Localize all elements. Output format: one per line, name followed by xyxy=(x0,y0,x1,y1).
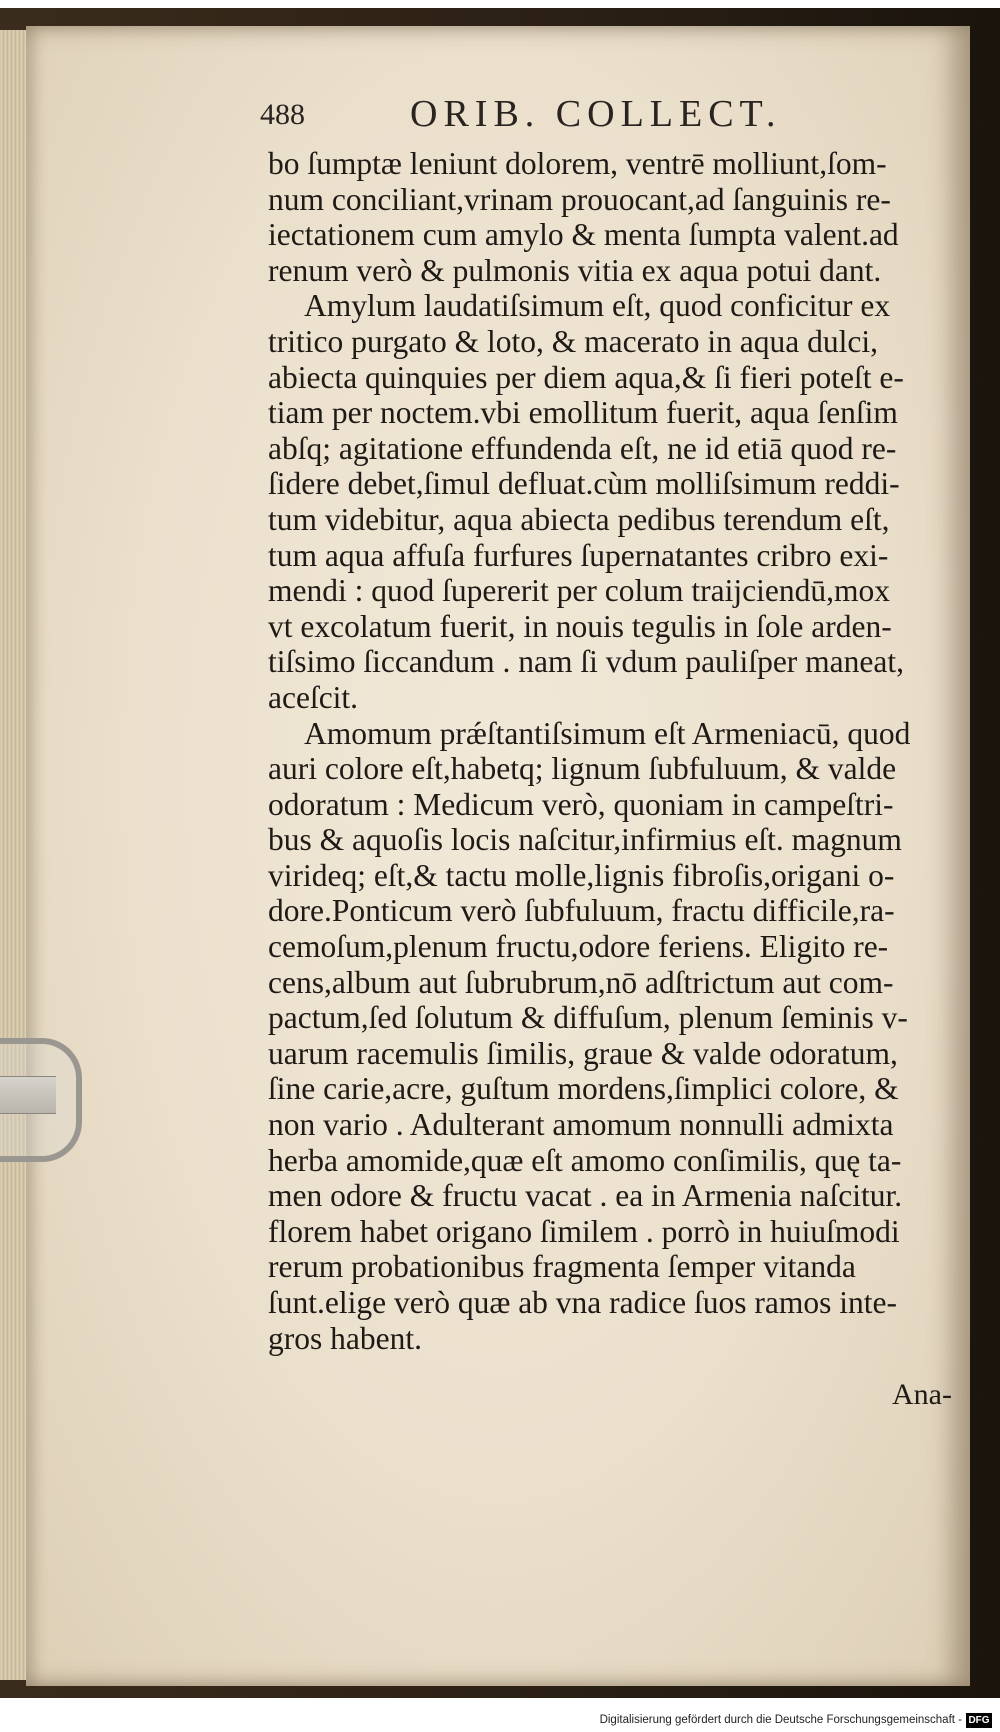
body-text xyxy=(268,146,948,1356)
page-header xyxy=(260,92,940,142)
text-line: Amomum prǽſtantiſsimum eſt Armeniacū, quod xyxy=(304,715,911,751)
text-line: abiecta quinquies per diem aqua,& ſi fieri poteſt e- xyxy=(268,359,904,395)
text-line: men odore & fructu vacat . ea in Armenia naſcitur. xyxy=(268,1178,903,1214)
text-line: cemoſum,plenum fructu,odore feriens. Eligito re- xyxy=(268,929,889,965)
page-number: 488 xyxy=(260,98,305,131)
clip-band xyxy=(0,1076,56,1114)
text-line: rerum probationibus fragmenta ſemper vitanda xyxy=(268,1249,856,1285)
text-line: num conciliant,vrinam prouocant,ad ſanguinis re- xyxy=(268,181,891,217)
text-line: auri colore eſt,habetq; lignum ſubfuluum, & valde xyxy=(268,751,897,787)
text-line: tum videbitur, aqua abiecta pedibus terendum eſt, xyxy=(268,501,890,537)
text-line: tum aqua affuſa furfures ſupernatantes cribro exi- xyxy=(268,537,889,573)
text-line: aceſcit. xyxy=(268,679,359,715)
text-line: herba amomide,quæ eſt amomo conſimilis, quę ta- xyxy=(268,1142,902,1178)
text-line: mendi : quod ſupererit per colum traijciendū,mox xyxy=(268,573,890,609)
text-line: ſidere debet,ſimul defluat.cùm molliſsimum reddi- xyxy=(268,466,900,502)
catchword: Ana- xyxy=(892,1378,952,1411)
text-line: abſq; agitatione effundenda eſt, ne id etiā quod re- xyxy=(268,430,897,466)
running-head: ORIB. COLLECT. xyxy=(410,93,782,135)
text-line: cens,album aut ſubrubrum,nō adſtrictum aut com- xyxy=(268,964,894,1000)
text-line: bo ſumptæ leniunt dolorem, ventrē molliunt,ſom- xyxy=(268,146,887,181)
text-line: dore.Ponticum verò ſubfuluum, fractu difficile,ra- xyxy=(268,893,895,929)
text-line: non vario . Adulterant amomum nonnulli admixta xyxy=(268,1107,894,1143)
text-line: uarum racemulis ſimilis, graue & valde odoratum, xyxy=(268,1035,898,1071)
page-edges xyxy=(0,30,27,1680)
text-line: tiſsimo ſiccandum . nam ſi vdum pauliſper maneat, xyxy=(268,644,904,680)
digitization-footer xyxy=(0,1712,1000,1732)
text-line: gros habent. xyxy=(268,1320,422,1356)
text-line: bus & aquoſis locis naſcitur,infirmius eſt. magnum xyxy=(268,822,902,858)
text-line: virideq; eſt,& tactu molle,lignis fibroſis,origani o- xyxy=(268,857,895,893)
text-line: ſunt.elige verò quæ ab vna radice ſuos ramos inte- xyxy=(268,1285,897,1320)
text-line: renum verò & pulmonis vitia ex aqua potui dant. xyxy=(268,252,882,288)
text-line: Amylum laudatiſsimum eſt, quod conficitur ex xyxy=(304,288,891,324)
text-line: ſine carie,acre, guſtum mordens,ſimplici colore, & xyxy=(268,1071,899,1107)
text-line: vt excolatum fuerit, in nouis tegulis in ſole arden- xyxy=(268,608,892,644)
text-line: tritico purgato & loto, & macerato in aqua dulci, xyxy=(268,323,879,359)
text-line: tiam per noctem.vbi emollitum fuerit, aqua ſenſim xyxy=(268,395,898,431)
dfg-logo-icon: DFG xyxy=(966,1713,992,1728)
text-line: odoratum : Medicum verò, quoniam in campeſtri- xyxy=(268,786,894,822)
text-line: iectationem cum amylo & menta ſumpta valent.ad xyxy=(268,217,899,253)
footer-credit: Digitalisierung gefördert durch die Deutsche Forschungsgemeinschaft - xyxy=(599,1714,962,1726)
text-line: florem habet origano ſimilem . porrò in huiuſmodi xyxy=(268,1213,900,1249)
text-line: pactum,ſed ſolutum & diffuſum, plenum ſeminis v- xyxy=(268,1000,908,1036)
